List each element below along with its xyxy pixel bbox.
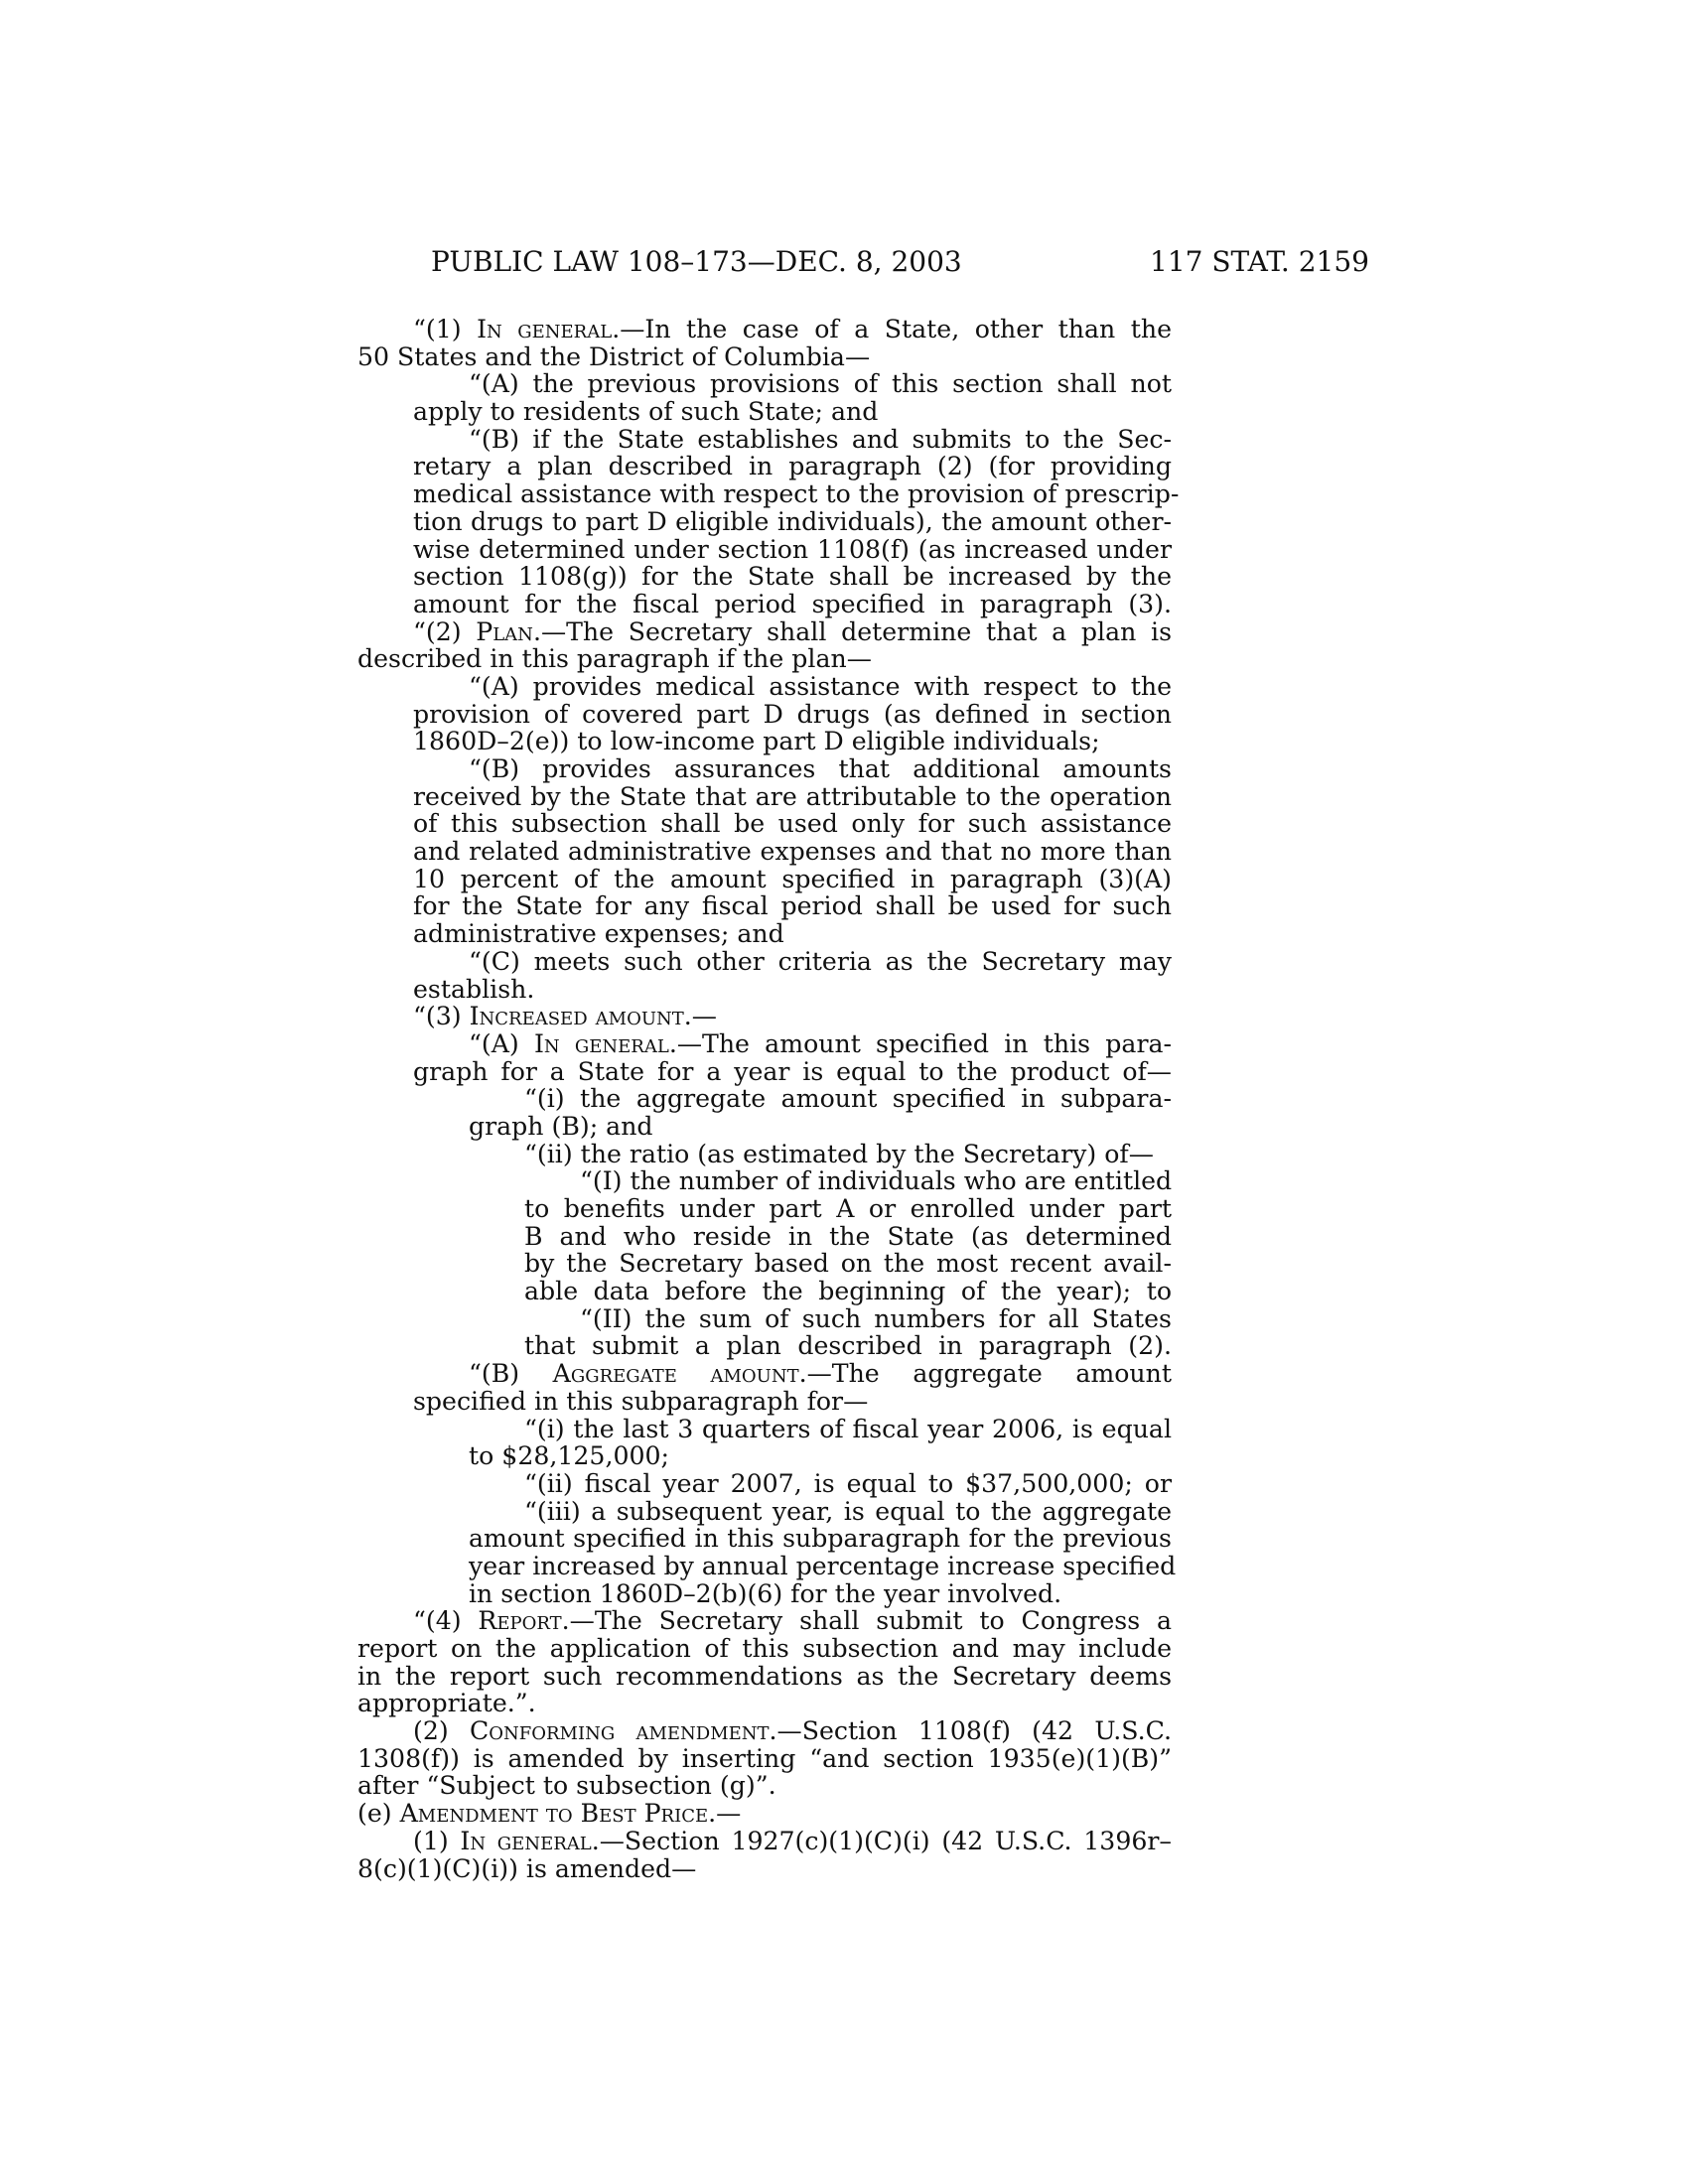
text-line: [413, 479, 1180, 509]
text-line: [580, 1305, 1172, 1333]
heading-text: Amendment to Best Price: [399, 1799, 709, 1829]
line-text: “(i) the aggregate amount specified in subpara-: [524, 1084, 1172, 1114]
line-text: “(A): [469, 1028, 534, 1058]
line-text: “(4): [413, 1606, 479, 1636]
text-line: [357, 1745, 1172, 1773]
text-line: [469, 1580, 1172, 1608]
line-text: “(B) if the State establishes and submits to the Sec-: [469, 424, 1172, 454]
line-text: to benefits under part A or enrolled under part: [524, 1194, 1172, 1223]
header-law-title: PUBLIC LAW 108–173—DEC. 8, 2003: [431, 245, 962, 278]
line-text: by the Secretary based on the most recent avail-: [524, 1249, 1172, 1279]
heading-text: Conforming amendment: [469, 1716, 770, 1746]
line-text: “(ii) fiscal year 2007, is equal to $37,500,000; or: [524, 1468, 1172, 1498]
line-text: described in this paragraph if the plan—: [357, 644, 872, 674]
text-line: [469, 1442, 1172, 1470]
text-line: [524, 1085, 1172, 1113]
line-text: “(I) the number of individuals who are entitled: [580, 1166, 1173, 1196]
line-text: in the report such recommendations as the Secretary deems: [357, 1661, 1172, 1691]
line-text: B and who reside in the State (as determined: [524, 1221, 1172, 1251]
line-text: graph for a State for a year is equal to the product of—: [413, 1056, 1172, 1086]
line-text: “(A) provides medical assistance with respect to the: [469, 671, 1172, 701]
text-line: [413, 1058, 1172, 1086]
running-header: [0, 245, 1688, 285]
line-text: .—In the case of a State, other than the: [612, 315, 1172, 343]
text-line: [524, 1141, 1172, 1168]
line-text: medical assistance with respect to the provision of prescrip-: [413, 479, 1180, 509]
line-text: provision of covered part D drugs (as defined in section: [413, 699, 1172, 729]
text-line: [469, 1525, 1172, 1553]
text-line: [413, 701, 1172, 729]
text-line: [357, 645, 1172, 673]
line-text: “(1): [413, 315, 478, 343]
heading-text: Aggregate amount: [552, 1359, 799, 1389]
text-line: [469, 426, 1172, 454]
line-text: 10 percent of the amount specified in paragraph (3)(A): [413, 864, 1172, 893]
line-text: .—The amount specified in this para-: [668, 1028, 1173, 1058]
statute-text: [357, 315, 1180, 1883]
line-text: amount specified in this subparagraph for the previous: [469, 1524, 1172, 1554]
text-line: [357, 1772, 1172, 1800]
line-text: tion drugs to part D eligible individuals), the amount other-: [413, 506, 1172, 536]
line-text: retary a plan described in paragraph (2) (for providing: [413, 452, 1172, 481]
text-line: [469, 1360, 1172, 1388]
line-text: wise determined under section 1108(f) (as increased under: [413, 534, 1172, 564]
line-text: “(2): [413, 616, 477, 646]
text-line: [413, 618, 1172, 646]
text-line: [413, 892, 1172, 920]
line-text: “(B) provides assurances that additional amounts: [469, 754, 1172, 783]
line-text: “(ii) the ratio (as estimated by the Secretary) of—: [524, 1139, 1154, 1168]
text-line: [469, 1113, 1172, 1141]
line-text: “(i) the last 3 quarters of fiscal year 2006, is equal: [524, 1414, 1172, 1443]
line-text: 1860D–2(e)) to low-income part D eligible individuals;: [413, 727, 1100, 756]
text-line: [413, 591, 1172, 618]
text-line: [413, 563, 1172, 591]
heading-text: In general: [460, 1826, 592, 1855]
header-stat-page: 117 STAT. 2159: [1150, 245, 1369, 278]
line-text: .—The aggregate amount: [798, 1359, 1172, 1389]
text-line: [524, 1332, 1172, 1360]
text-line: [524, 1250, 1172, 1278]
line-text: apply to residents of such State; and: [413, 397, 879, 427]
line-text: to $28,125,000;: [469, 1441, 670, 1471]
heading-text: Plan: [476, 616, 533, 646]
line-text: “(A) the previous provisions of this section shall not: [469, 369, 1172, 399]
line-text: for the State for any fiscal period shall be used for such: [413, 891, 1172, 921]
text-line: [413, 1607, 1172, 1635]
text-line: [357, 1855, 1172, 1883]
line-text: “(C) meets such other criteria as the Secretary may: [469, 946, 1172, 976]
line-text: “(3): [413, 1002, 470, 1031]
heading-text: In general: [533, 1028, 669, 1058]
line-text: .—Section 1108(f) (42 U.S.C.: [769, 1716, 1172, 1746]
text-line: [357, 1635, 1172, 1663]
text-line: [413, 316, 1172, 343]
heading-text: In general: [477, 315, 613, 343]
text-line: [413, 1828, 1172, 1855]
line-text: .—The Secretary shall submit to Congress a: [561, 1606, 1173, 1636]
text-line: [413, 1003, 1172, 1030]
text-line: [469, 673, 1172, 701]
text-line: [357, 343, 1172, 371]
text-line: [469, 948, 1172, 976]
text-line: [524, 1195, 1172, 1223]
text-line: [357, 1690, 1172, 1717]
heading-text: Report: [478, 1606, 562, 1636]
line-text: received by the State that are attributable to the operation: [413, 781, 1172, 811]
line-text: “(B): [469, 1359, 553, 1389]
text-line: [413, 1388, 1172, 1416]
line-text: 50 States and the District of Columbia—: [357, 341, 871, 371]
text-line: [413, 976, 1172, 1004]
line-text: amount for the fiscal period specified in paragraph (3).: [413, 589, 1172, 618]
line-text: “(iii) a subsequent year, is equal to the aggregate: [524, 1496, 1172, 1526]
text-line: [524, 1416, 1172, 1443]
text-line: [469, 755, 1172, 783]
line-text: .—Section 1927(c)(1)(C)(i) (42 U.S.C. 1396r–: [591, 1826, 1173, 1855]
line-text: establish.: [413, 974, 535, 1004]
text-line: [413, 866, 1172, 893]
text-line: [524, 1223, 1172, 1251]
text-line: [413, 536, 1172, 564]
line-text: (2): [413, 1716, 470, 1746]
line-text: .—: [708, 1799, 742, 1829]
line-text: 1308(f)) is amended by inserting “and section 1935(e)(1)(B)”: [357, 1743, 1172, 1773]
line-text: and related administrative expenses and that no more than: [413, 837, 1172, 867]
line-text: appropriate.”.: [357, 1689, 536, 1718]
text-line: [413, 810, 1172, 838]
text-line: [524, 1498, 1172, 1526]
text-line: [357, 1800, 1172, 1828]
text-line: [413, 920, 1172, 948]
text-line: [413, 783, 1172, 811]
text-line: [413, 508, 1172, 536]
text-line: [580, 1167, 1172, 1195]
line-text: (1): [413, 1826, 461, 1855]
line-text: administrative expenses; and: [413, 919, 784, 949]
line-text: of this subsection shall be used only for such assistance: [413, 809, 1172, 839]
line-text: specified in this subparagraph for—: [413, 1386, 869, 1416]
line-text: .—: [683, 1002, 717, 1031]
heading-text: Increased amount: [469, 1002, 684, 1031]
line-text: year increased by annual percentage increase specified: [469, 1551, 1177, 1580]
line-text: able data before the beginning of the year); to: [524, 1277, 1172, 1306]
text-line: [413, 453, 1172, 480]
text-line: [524, 1470, 1172, 1498]
line-text: 8(c)(1)(C)(i)) is amended—: [357, 1853, 697, 1883]
text-line: [413, 728, 1172, 755]
text-line: [469, 1030, 1172, 1058]
line-text: in section 1860D–2(b)(6) for the year involved.: [469, 1578, 1062, 1608]
line-text: after “Subject to subsection (g)”.: [357, 1771, 776, 1801]
line-text: report on the application of this subsection and may include: [357, 1634, 1172, 1663]
text-line: [357, 1663, 1172, 1691]
line-text: “(II) the sum of such numbers for all States: [580, 1303, 1172, 1333]
text-line: [469, 370, 1172, 398]
line-text: section 1108(g)) for the State shall be increased by the: [413, 562, 1172, 592]
text-line: [413, 1717, 1172, 1745]
text-line: [413, 398, 1172, 426]
line-text: that submit a plan described in paragraph (2).: [524, 1331, 1172, 1361]
text-line: [413, 838, 1172, 866]
text-line: [524, 1278, 1172, 1305]
line-text: graph (B); and: [469, 1111, 653, 1141]
line-text: .—The Secretary shall determine that a plan is: [532, 616, 1173, 646]
text-line: [469, 1551, 1177, 1580]
line-text: (e): [357, 1799, 400, 1829]
